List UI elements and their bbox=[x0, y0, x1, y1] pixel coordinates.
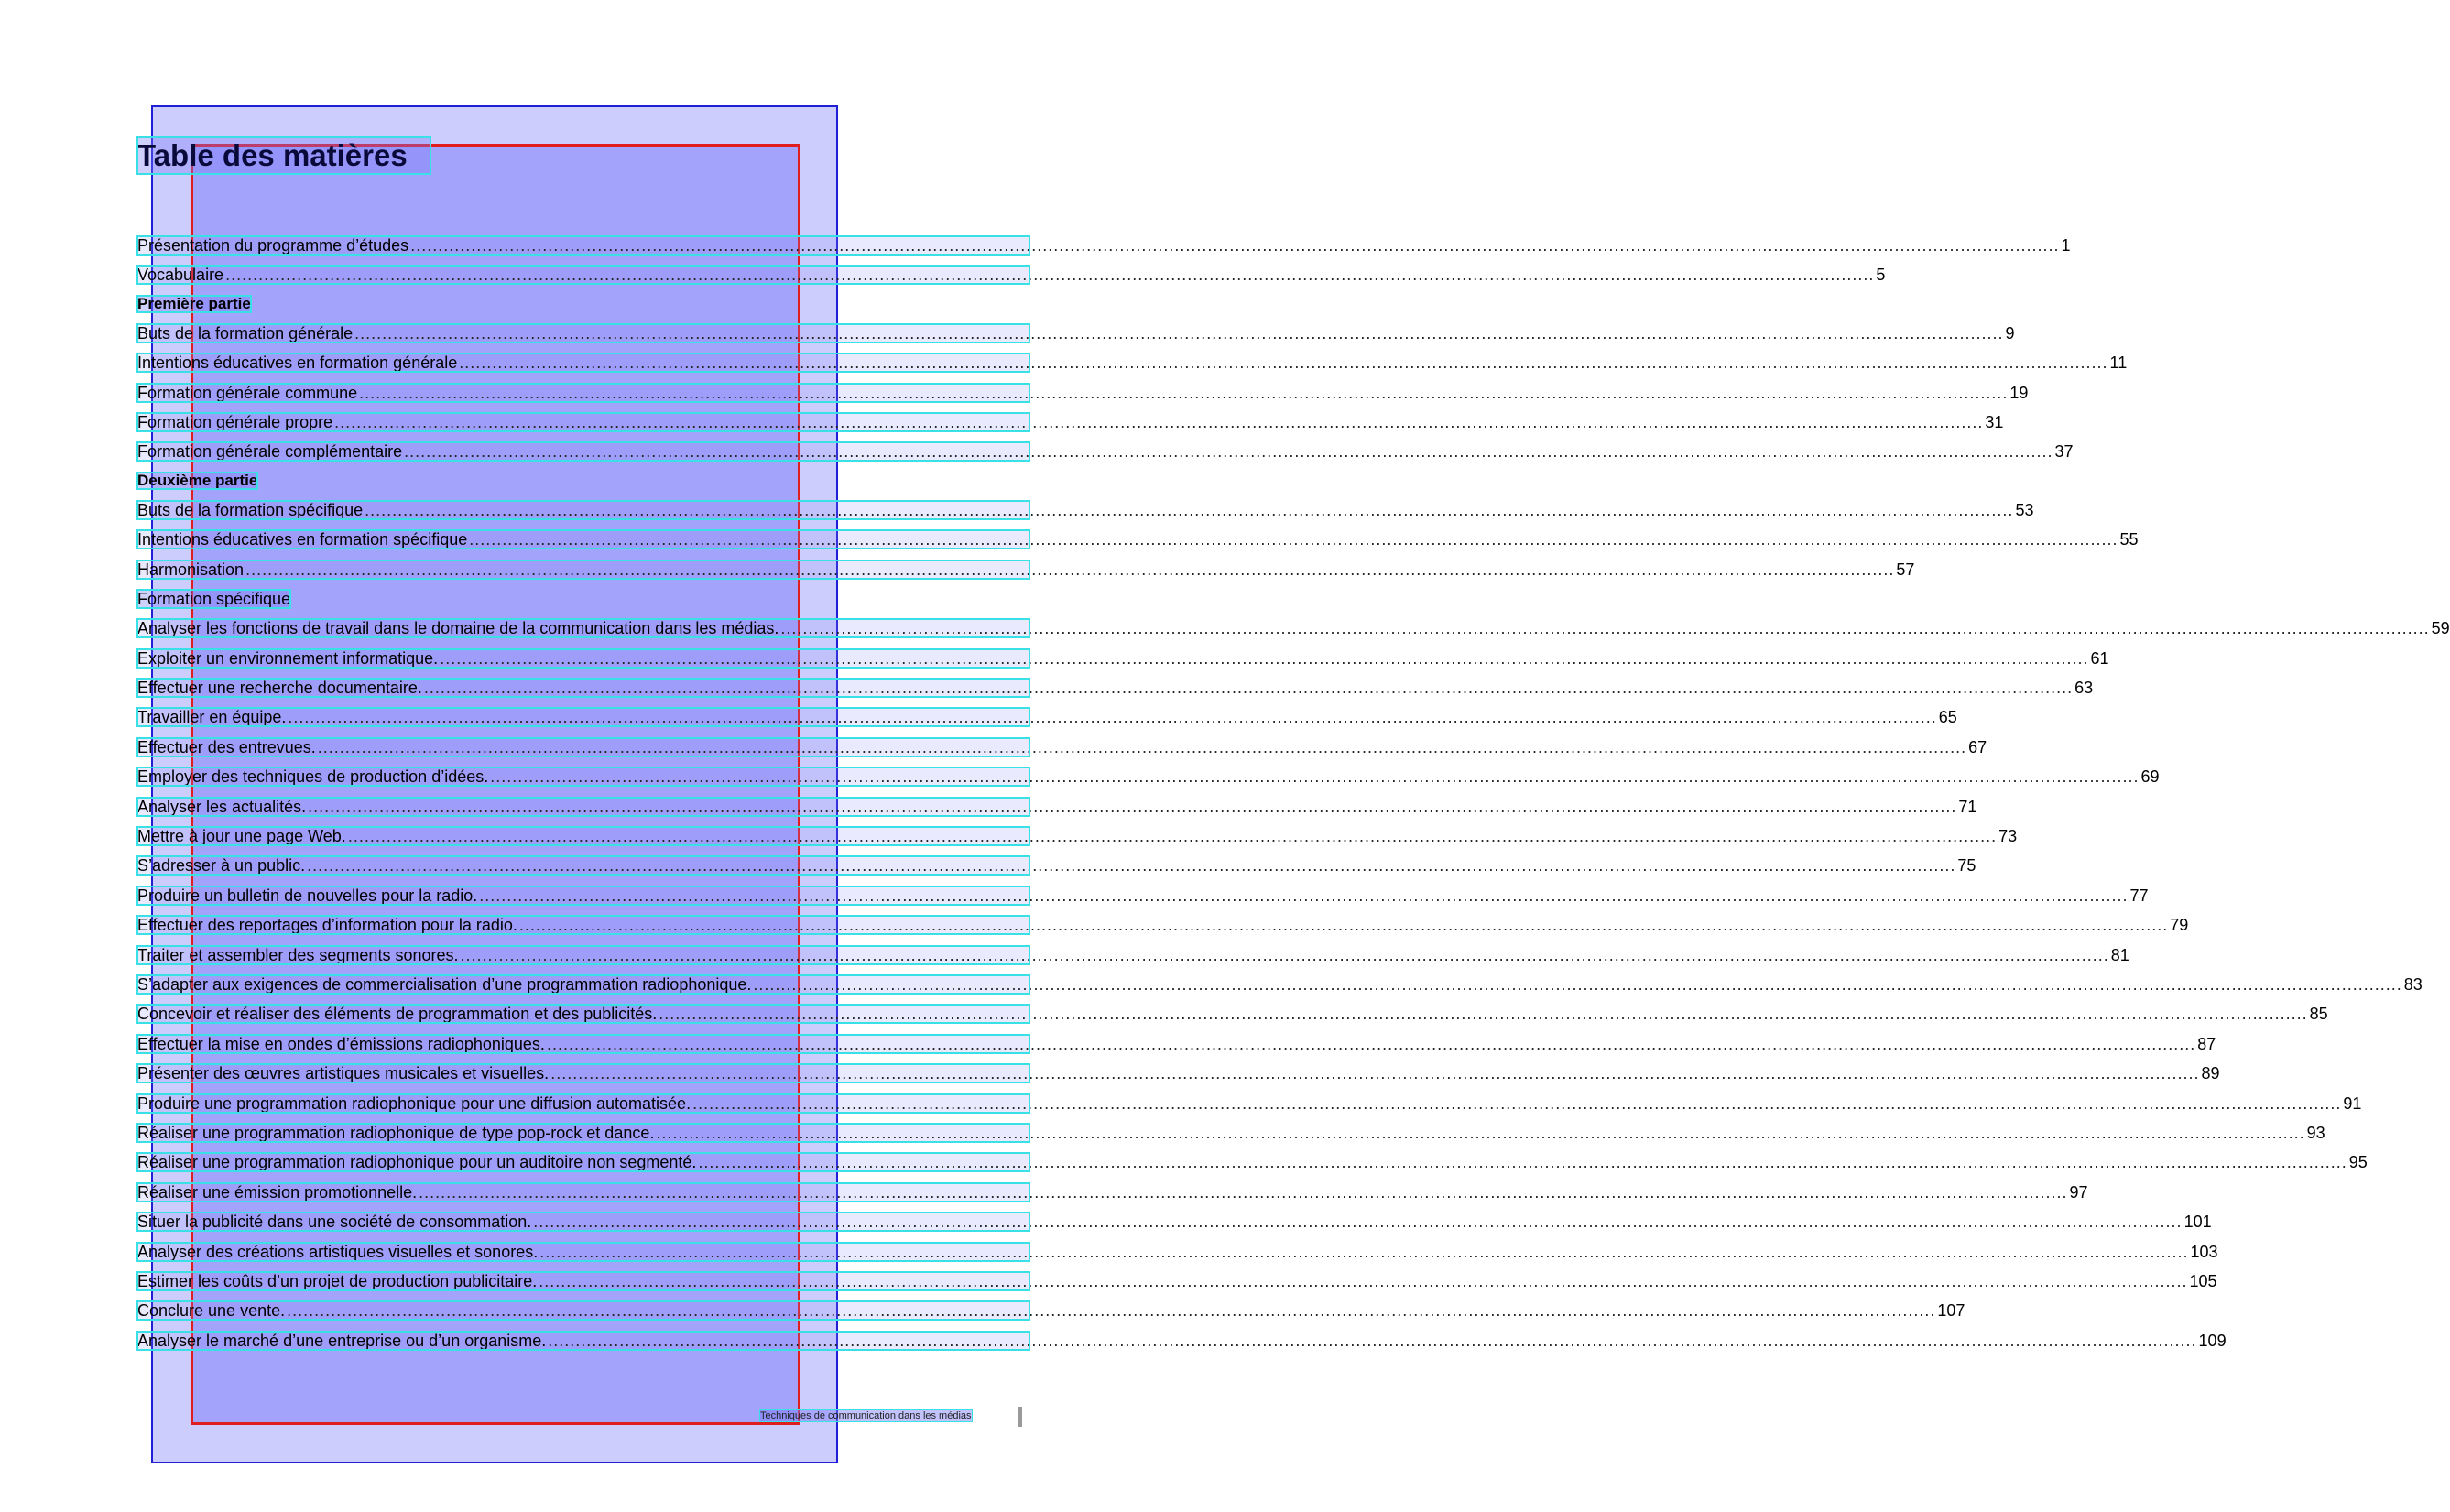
toc-page-number: 107 bbox=[1937, 1301, 1965, 1321]
footer-divider bbox=[1018, 1407, 1022, 1427]
toc-heading-label: Deuxième partie bbox=[137, 471, 258, 489]
toc-entry bbox=[137, 530, 2139, 549]
toc-entry-label: Mettre à jour une page Web. bbox=[137, 827, 346, 846]
dot-leader: ............................................................................................................................................................................................................................................................................................................ bbox=[359, 383, 2009, 402]
dot-leader: ............................................................................................................................................................................................................................................................................................................ bbox=[334, 412, 1984, 431]
dot-leader: ............................................................................................................................................................................................................................................................................................................ bbox=[287, 1301, 1936, 1321]
toc-entry-label: Réaliser une émission promotionnelle. bbox=[137, 1182, 418, 1202]
toc-page-number: 19 bbox=[2009, 383, 2029, 402]
dot-leader: ............................................................................................................................................................................................................................................................................................................ bbox=[659, 1005, 2308, 1024]
toc-entry-label: Effectuer des reportages d’information pour la radio. bbox=[137, 916, 517, 935]
toc-entry bbox=[137, 619, 2450, 638]
toc-entry bbox=[137, 1123, 2325, 1142]
dot-leader: ............................................................................................................................................................................................................................................................................................................ bbox=[469, 530, 2118, 549]
toc-heading-label: Formation spécifique bbox=[137, 589, 291, 608]
toc-entry bbox=[137, 442, 2074, 462]
toc-entry-label: Formation générale complémentaire bbox=[137, 442, 403, 462]
toc-entry-label: Employer des techniques de production d’idées. bbox=[137, 767, 489, 787]
toc-entry-label: Harmonisation bbox=[137, 560, 245, 579]
toc-entry bbox=[137, 1331, 2227, 1350]
toc-entry bbox=[137, 827, 2018, 846]
toc-section-heading bbox=[137, 473, 1029, 489]
toc-entry-label: Produire un bulletin de nouvelles pour la radio. bbox=[137, 886, 478, 905]
toc-page-number: 103 bbox=[2190, 1242, 2218, 1261]
toc-entry-label: Travailler en équipe. bbox=[137, 708, 287, 727]
toc-entry bbox=[137, 886, 2149, 905]
toc-page-number: 63 bbox=[2074, 679, 2094, 698]
toc-entry bbox=[137, 1005, 2328, 1024]
dot-leader: ............................................................................................................................................................................................................................................................................................................ bbox=[539, 1271, 2188, 1290]
toc-page-number: 9 bbox=[2005, 323, 2015, 343]
dot-leader: ............................................................................................................................................................................................................................................................................................................ bbox=[288, 708, 1937, 727]
toc-entry-label: Analyser le marché d’une entreprise ou d’un organisme. bbox=[137, 1331, 547, 1350]
toc-entry-label: Concevoir et réaliser des éléments de programmation et des publicités. bbox=[137, 1005, 658, 1024]
toc-entry-label: Réaliser une programmation radiophonique de type pop-rock et dance. bbox=[137, 1123, 655, 1142]
dot-leader: ............................................................................................................................................................................................................................................................................................................ bbox=[518, 916, 2169, 935]
toc-page-number: 89 bbox=[2201, 1064, 2220, 1083]
toc-entry-label: Intentions éducatives en formation générale bbox=[137, 354, 458, 373]
toc-page-number: 77 bbox=[2129, 886, 2149, 905]
dot-leader: ............................................................................................................................................................................................................................................................................................................ bbox=[354, 323, 2004, 343]
toc-page-number: 85 bbox=[2309, 1005, 2328, 1024]
toc-entry-label: Présentation du programme d’études bbox=[137, 236, 409, 255]
dot-leader: ............................................................................................................................................................................................................................................................................................................ bbox=[780, 619, 2430, 638]
toc-entry-label: Buts de la formation spécifique bbox=[137, 500, 364, 519]
toc-entry bbox=[137, 383, 2029, 402]
toc-entry bbox=[137, 236, 2071, 255]
dot-leader: ............................................................................................................................................................................................................................................................................................................ bbox=[245, 560, 1895, 579]
toc-page-number: 101 bbox=[2183, 1213, 2212, 1232]
toc-page-number: 73 bbox=[1998, 827, 2018, 846]
toc-entry bbox=[137, 974, 2423, 994]
dot-leader: ............................................................................................................................................................................................................................................................................................................ bbox=[656, 1123, 2305, 1142]
toc-entry-label: Estimer les coûts d’un projet de production publicitaire. bbox=[137, 1271, 538, 1290]
toc-entry-label: S’adapter aux exigences de commercialisation d’une programmation radiophonique. bbox=[137, 974, 752, 994]
toc-entry bbox=[137, 916, 2189, 935]
dot-leader: ............................................................................................................................................................................................................................................................................................................ bbox=[539, 1242, 2189, 1261]
toc-page-number: 79 bbox=[2170, 916, 2189, 935]
dot-leader: ............................................................................................................................................................................................................................................................................................................ bbox=[479, 886, 2129, 905]
toc-page-number: 95 bbox=[2348, 1153, 2368, 1172]
dot-leader: ............................................................................................................................................................................................................................................................................................................ bbox=[548, 1331, 2197, 1350]
toc-entry-label: Effectuer des entrevues. bbox=[137, 737, 316, 756]
toc-page-number: 93 bbox=[2306, 1123, 2325, 1142]
dot-leader: ............................................................................................................................................................................................................................................................................................................ bbox=[308, 797, 1957, 816]
toc-entry bbox=[137, 1301, 1965, 1321]
dot-leader: ............................................................................................................................................................................................................................................................................................................ bbox=[459, 354, 2108, 373]
toc-entry bbox=[137, 1064, 2220, 1083]
toc-entry bbox=[137, 1213, 2212, 1232]
toc-entry bbox=[137, 1242, 2218, 1261]
dot-leader: ............................................................................................................................................................................................................................................................................................................ bbox=[550, 1064, 2200, 1083]
toc-page-number: 91 bbox=[2343, 1093, 2362, 1113]
toc-page-number: 61 bbox=[2090, 648, 2109, 668]
toc-entry-label: Produire une programmation radiophonique pour une diffusion automatisée. bbox=[137, 1093, 691, 1113]
toc-page-number: 83 bbox=[2403, 974, 2423, 994]
dot-leader: ............................................................................................................................................................................................................................................................................................................ bbox=[753, 974, 2402, 994]
toc-entry-label: Buts de la formation générale bbox=[137, 323, 354, 343]
page-footer: Techniques de communication dans les médias bbox=[760, 1410, 972, 1421]
dot-leader: ............................................................................................................................................................................................................................................................................................................ bbox=[692, 1093, 2342, 1113]
toc-page-number: 105 bbox=[2189, 1271, 2217, 1290]
dot-leader: ............................................................................................................................................................................................................................................................................................................ bbox=[347, 827, 1998, 846]
toc-page-number: 97 bbox=[2069, 1182, 2088, 1202]
toc-entry bbox=[137, 767, 2160, 787]
dot-leader: ............................................................................................................................................................................................................................................................................................................ bbox=[546, 1034, 2196, 1053]
toc-entry bbox=[137, 679, 2094, 698]
toc-page-number: 31 bbox=[1985, 412, 2004, 431]
toc-entry-label: S’adresser à un public. bbox=[137, 856, 306, 876]
toc-entry bbox=[137, 1182, 2088, 1202]
toc-entry-label: Situer la publicité dans une société de consommation. bbox=[137, 1213, 532, 1232]
toc-page-number: 87 bbox=[2197, 1034, 2216, 1053]
toc-entry bbox=[137, 500, 2034, 519]
toc-page-number: 109 bbox=[2198, 1331, 2227, 1350]
toc-entry bbox=[137, 708, 1957, 727]
toc-entry bbox=[137, 1093, 2362, 1113]
toc-page-number: 67 bbox=[1968, 737, 1987, 756]
dot-leader: ............................................................................................................................................................................................................................................................................................................ bbox=[225, 266, 1875, 285]
toc-page-number: 5 bbox=[1876, 266, 1886, 285]
toc-entry-label: Vocabulaire bbox=[137, 266, 224, 285]
toc-entry-label: Formation générale commune bbox=[137, 383, 358, 402]
toc-page-number: 11 bbox=[2109, 354, 2128, 373]
toc-entry-label: Conclure une vente. bbox=[137, 1301, 286, 1321]
dot-leader: ............................................................................................................................................................................................................................................................................................................ bbox=[307, 856, 1956, 876]
dot-leader: ............................................................................................................................................................................................................................................................................................................ bbox=[317, 737, 1967, 756]
toc-entry bbox=[137, 412, 2004, 431]
dot-leader: ............................................................................................................................................................................................................................................................................................................ bbox=[419, 1182, 2068, 1202]
toc-subheading bbox=[137, 590, 1029, 608]
toc-entry-label: Présenter des œuvres artistiques musicales et visuelles. bbox=[137, 1064, 550, 1083]
toc-entry bbox=[137, 560, 1915, 579]
dot-leader: ............................................................................................................................................................................................................................................................................................................ bbox=[423, 679, 2074, 698]
toc-entry-label: Analyser les fonctions de travail dans le domaine de la communication dans les médias. bbox=[137, 619, 779, 638]
toc-entry-label: Analyser des créations artistiques visuelles et sonores. bbox=[137, 1242, 539, 1261]
toc-page-number: 53 bbox=[2015, 500, 2034, 519]
table-of-contents bbox=[137, 236, 2450, 1361]
toc-page-number: 81 bbox=[2110, 945, 2129, 964]
toc-entry bbox=[137, 856, 1976, 876]
toc-entry-label: Effectuer la mise en ondes d’émissions radiophoniques. bbox=[137, 1034, 545, 1053]
toc-entry bbox=[137, 648, 2109, 668]
toc-entry bbox=[137, 266, 1886, 285]
toc-entry-label: Formation générale propre bbox=[137, 412, 333, 431]
toc-page-number: 37 bbox=[2054, 442, 2074, 462]
toc-page-number: 65 bbox=[1938, 708, 1957, 727]
dot-leader: ............................................................................................................................................................................................................................................................................................................ bbox=[490, 767, 2140, 787]
toc-entry-label: Réaliser une programmation radiophonique pour un auditoire non segmenté. bbox=[137, 1153, 697, 1172]
toc-entry bbox=[137, 354, 2128, 373]
dot-leader: ............................................................................................................................................................................................................................................................................................................ bbox=[365, 500, 2014, 519]
toc-page-number: 1 bbox=[2061, 236, 2071, 255]
toc-entry-label: Analyser les actualités. bbox=[137, 797, 307, 816]
toc-entry-label: Effectuer une recherche documentaire. bbox=[137, 679, 422, 698]
toc-entry bbox=[137, 945, 2129, 964]
toc-page-number: 57 bbox=[1896, 560, 1915, 579]
toc-page-number: 69 bbox=[2140, 767, 2160, 787]
dot-leader: ............................................................................................................................................................................................................................................................................................................ bbox=[698, 1153, 2347, 1172]
toc-page-number: 59 bbox=[2431, 619, 2450, 638]
toc-entry bbox=[137, 1153, 2368, 1172]
toc-page-number: 75 bbox=[1957, 856, 1976, 876]
dot-leader: ............................................................................................................................................................................................................................................................................................................ bbox=[404, 442, 2053, 462]
dot-leader: ............................................................................................................................................................................................................................................................................................................ bbox=[410, 236, 2060, 255]
dot-leader: ............................................................................................................................................................................................................................................................................................................ bbox=[533, 1213, 2183, 1232]
toc-page-number: 71 bbox=[1958, 797, 1977, 816]
toc-entry bbox=[137, 1271, 2217, 1290]
toc-entry bbox=[137, 323, 2015, 343]
toc-section-heading bbox=[137, 296, 1029, 312]
toc-entry bbox=[137, 797, 1977, 816]
toc-heading-label: Première partie bbox=[137, 294, 251, 312]
page-title: Table des matières bbox=[137, 137, 430, 174]
dot-leader: ............................................................................................................................................................................................................................................................................................................ bbox=[440, 648, 2089, 668]
toc-entry-label: Traiter et assembler des segments sonores. bbox=[137, 945, 459, 964]
dot-leader: ............................................................................................................................................................................................................................................................................................................ bbox=[460, 945, 2109, 964]
toc-entry-label: Intentions éducatives en formation spécifique bbox=[137, 530, 468, 549]
toc-entry-label: Exploiter un environnement informatique. bbox=[137, 648, 439, 668]
toc-entry bbox=[137, 1034, 2216, 1053]
toc-entry bbox=[137, 737, 1987, 756]
toc-page-number: 55 bbox=[2119, 530, 2139, 549]
